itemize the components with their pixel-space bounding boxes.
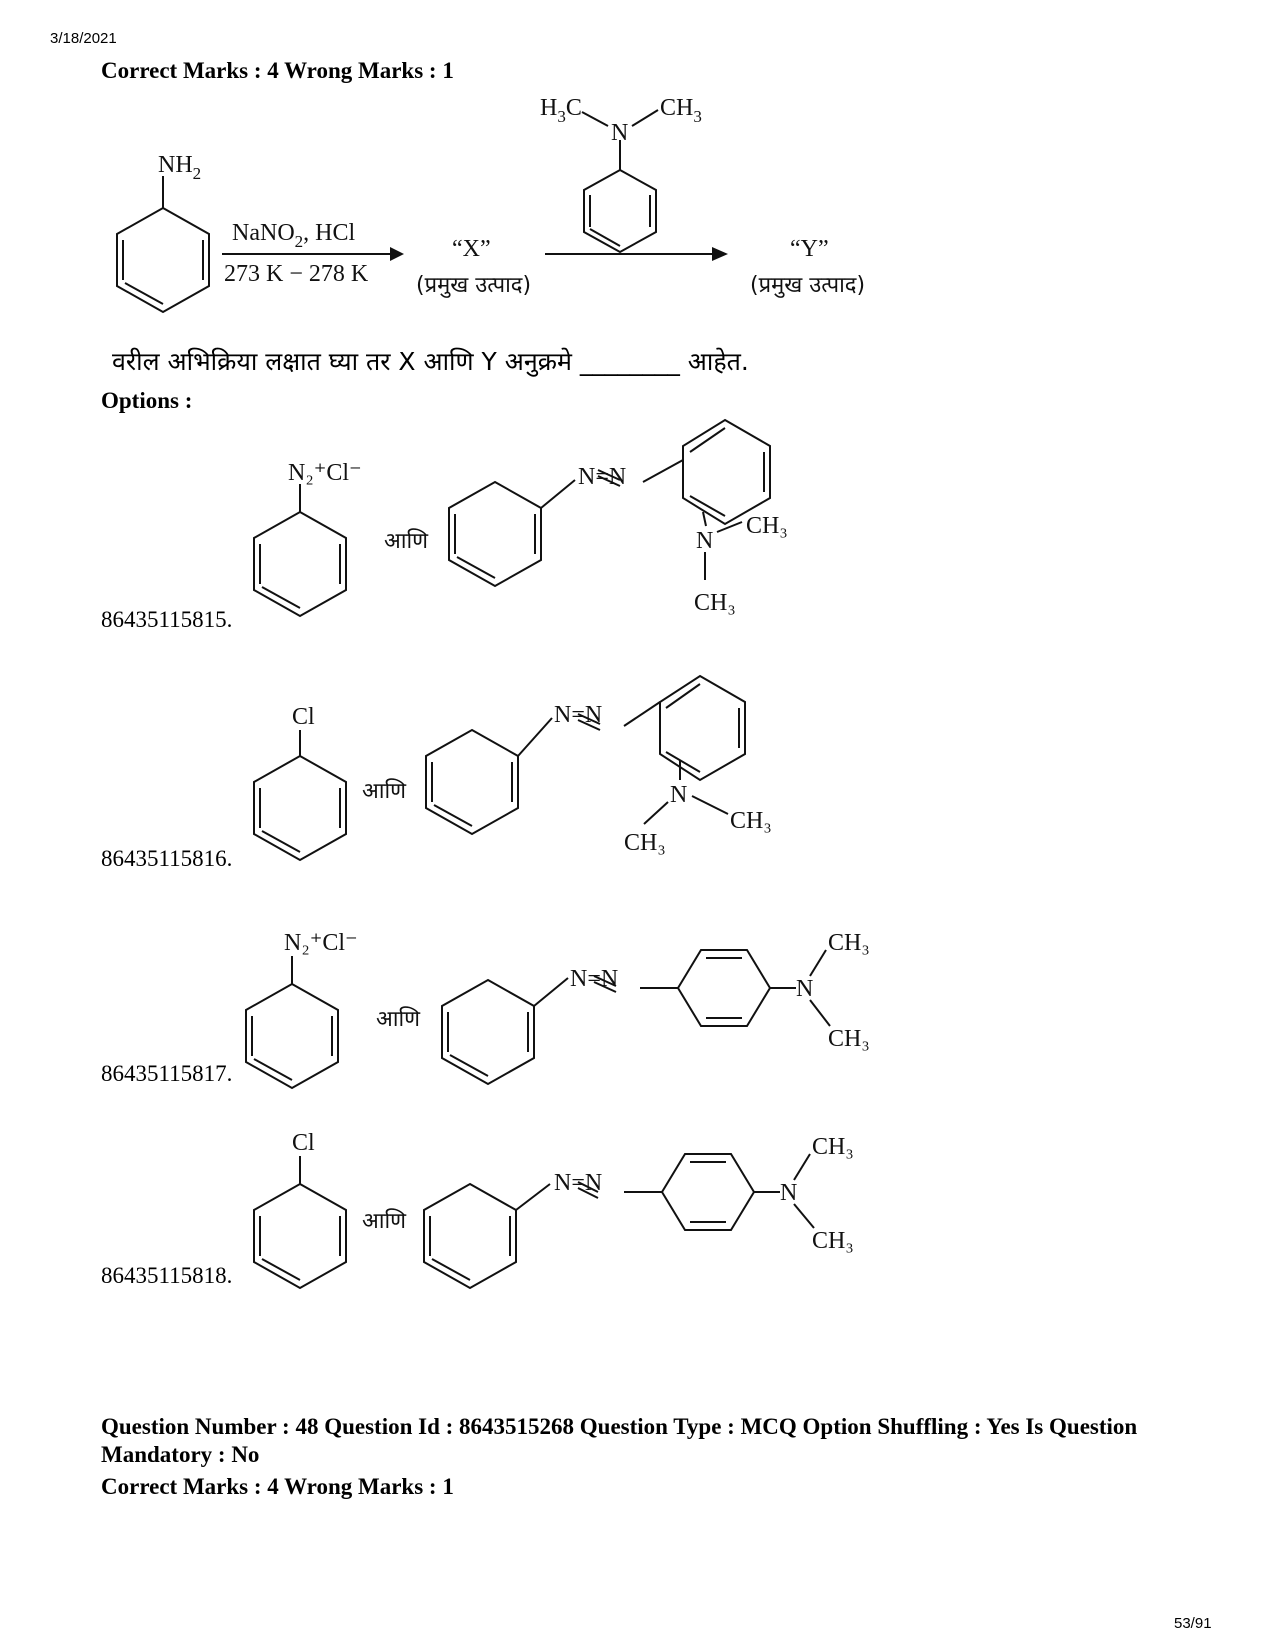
option-1-left-group: N₂⁺Cl⁻ <box>288 460 362 486</box>
option-2-joiner: आणि <box>362 779 407 804</box>
option-2-left-group: Cl <box>292 704 315 730</box>
product-x-label: “X” <box>452 236 491 262</box>
option-1-methyl-b: CH₃ <box>694 590 736 616</box>
reaction-scheme <box>0 0 1275 330</box>
option-3-n-group: N <box>796 976 814 1002</box>
option-4-azo: N=N <box>554 1170 603 1196</box>
svg-text:H3C: $H_3C$ <box>540 95 582 126</box>
option-2-methyl-a: CH₃ <box>730 808 772 834</box>
option-1-joiner: आणि <box>384 529 429 554</box>
option-2-id[interactable]: 86435115816. <box>101 846 233 871</box>
option-4-joiner: आणि <box>362 1209 407 1234</box>
option-3-left-group: N₂⁺Cl⁻ <box>284 930 358 956</box>
dma-n: N <box>611 120 629 146</box>
question-text: वरील अभिक्रिया लक्षात घ्या तर X आणि Y अनुक्रमे ________ आहेत. <box>112 347 749 376</box>
svg-text:CH3: $CH_3$ <box>660 95 702 126</box>
option-2-methyl-b: CH₃ <box>624 830 666 856</box>
option-1-id[interactable]: 86435115815. <box>101 607 233 632</box>
next-question-marks: Correct Marks : 4 Wrong Marks : 1 <box>101 1474 454 1499</box>
product-y-note: (प्रमुख उत्पाद) <box>750 273 866 298</box>
next-question-info: Question Number : 48 Question Id : 8643515268 Question Type : MCQ Option Shuffling : Yes Is Question Mandatory : No <box>101 1414 1138 1467</box>
svg-text:NH2: $NH_2$ <box>158 152 202 183</box>
option-4-n-group: N <box>780 1180 798 1206</box>
option-4-methyl-a: CH₃ <box>812 1134 854 1160</box>
reagent-bottom: 273 K − 278 K <box>224 261 369 287</box>
options-label: Options : <box>101 388 193 413</box>
option-3-joiner: आणि <box>376 1007 421 1032</box>
reagent-top: NaNO <box>232 220 295 246</box>
aniline-group: NH <box>158 152 193 178</box>
page-number: 53/91 <box>1174 1615 1212 1632</box>
option-3-azo: N=N <box>570 966 619 992</box>
print-date: 3/18/2021 <box>50 30 117 47</box>
option-1-methyl-a: CH₃ <box>746 513 788 539</box>
svg-text:NaNO2, HCl: NaNO$_2$, HCl <box>232 220 356 251</box>
option-3-methyl-a: CH₃ <box>828 930 870 956</box>
option-3-methyl-b: CH₃ <box>828 1026 870 1052</box>
dma-left: H <box>540 95 558 121</box>
option-2-n-group: N <box>670 782 688 808</box>
option-4-methyl-b: CH₃ <box>812 1228 854 1254</box>
option-1-azo: N=N <box>578 464 627 490</box>
option-4-id[interactable]: 86435115818. <box>101 1263 233 1288</box>
product-x-note: (प्रमुख उत्पाद) <box>416 273 532 298</box>
question-marks: Correct Marks : 4 Wrong Marks : 1 <box>101 58 454 83</box>
option-2-azo: N=N <box>554 702 603 728</box>
dma-right: CH <box>660 95 694 121</box>
product-y-label: “Y” <box>790 236 829 262</box>
option-4-left-group: Cl <box>292 1130 315 1156</box>
option-3-id[interactable]: 86435115817. <box>101 1061 233 1086</box>
option-1-n-group: N <box>696 528 714 554</box>
